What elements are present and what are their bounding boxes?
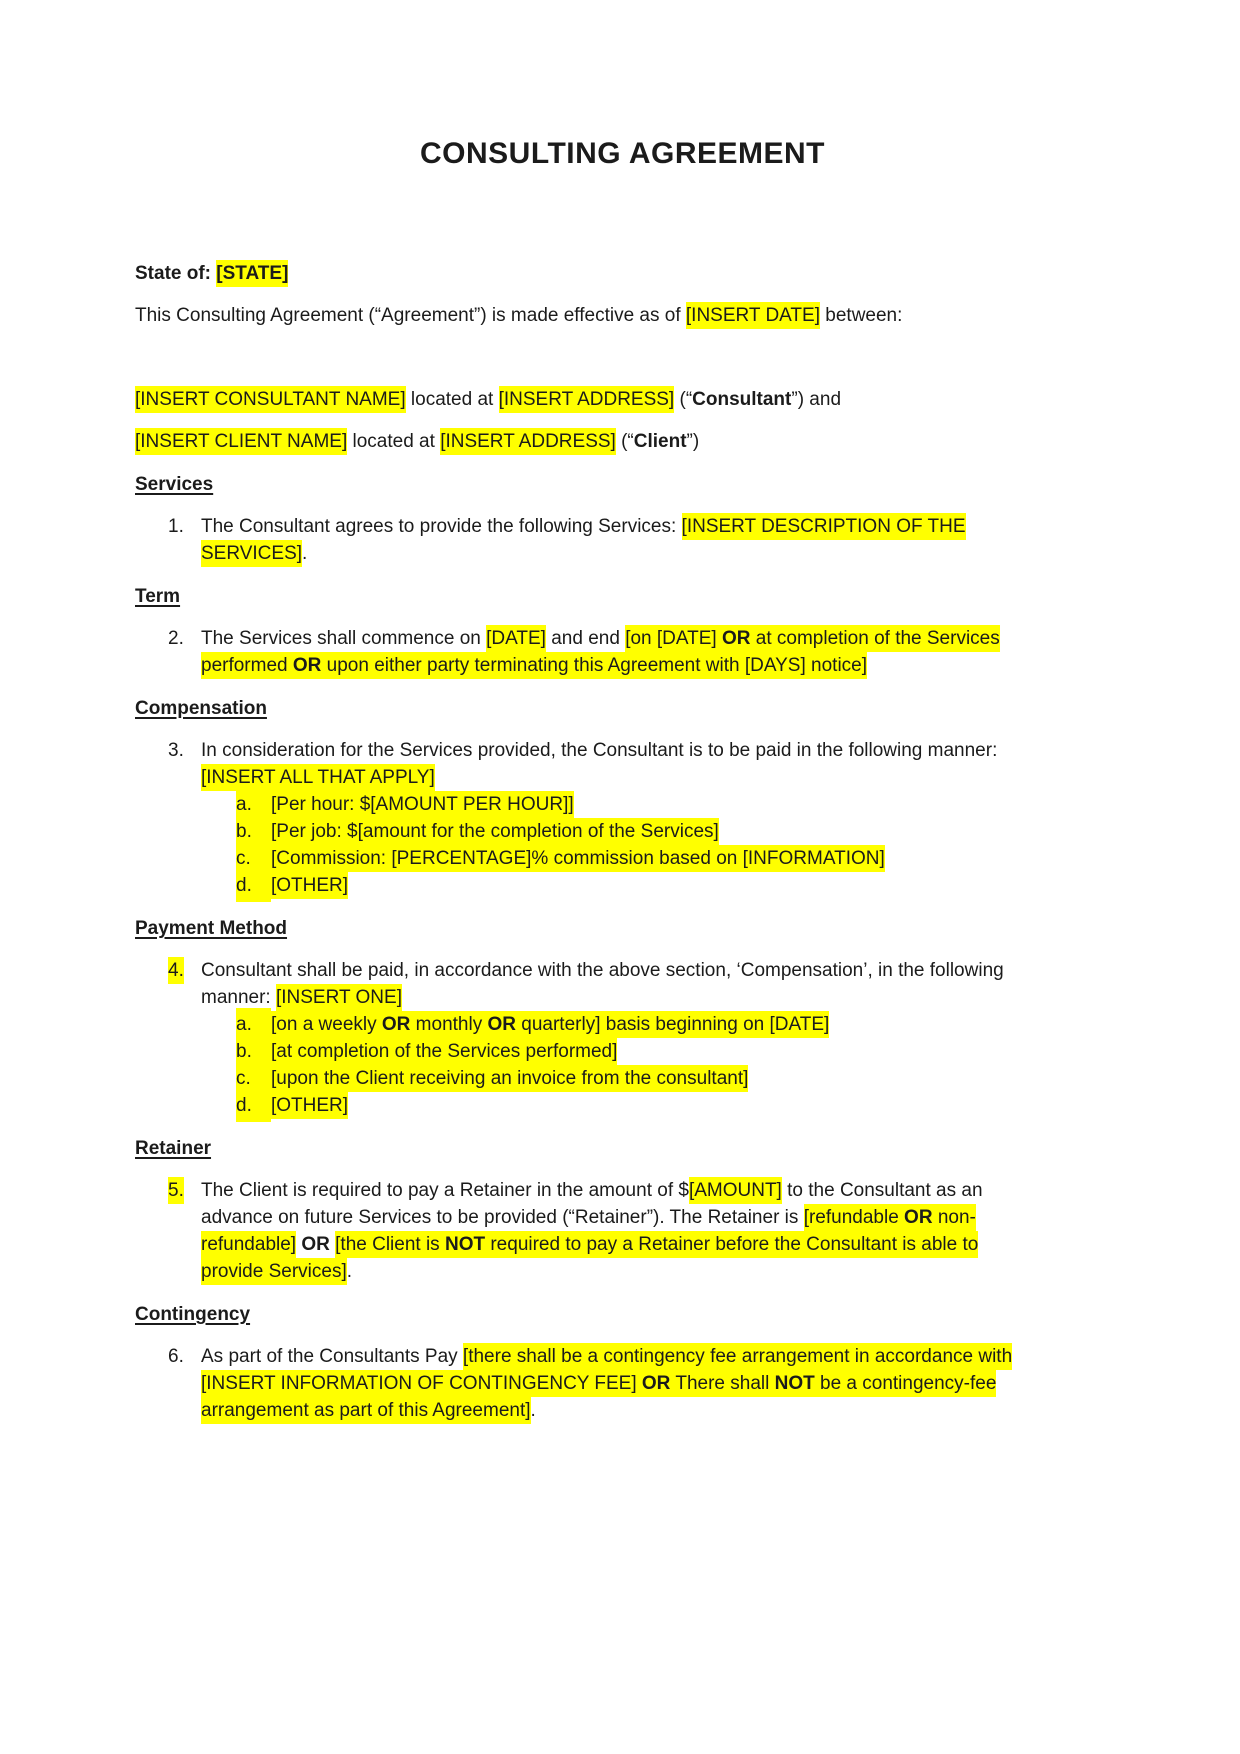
text-segment: This Consulting Agreement (“Agreement”) is made effective as of bbox=[135, 305, 686, 326]
blank-line bbox=[135, 344, 1030, 371]
numbered-item bbox=[135, 1343, 1030, 1424]
highlighted-placeholder-text: [DATE] bbox=[486, 625, 546, 652]
item-text bbox=[201, 625, 1030, 679]
highlighted-placeholder-text: OR bbox=[642, 1370, 671, 1397]
highlighted-placeholder-text: [the Client is bbox=[335, 1231, 445, 1258]
section-heading bbox=[135, 695, 1030, 722]
item-text bbox=[271, 845, 1030, 872]
item-text bbox=[201, 1177, 1030, 1285]
text-segment: The Consultant agrees to provide the following Services: bbox=[201, 516, 682, 537]
section-heading-text: Services bbox=[135, 474, 214, 495]
lettered-item bbox=[135, 1065, 1030, 1092]
highlighted-placeholder-text: OR bbox=[293, 652, 322, 679]
highlighted-placeholder-text: NOT bbox=[445, 1231, 485, 1258]
text-segment: Consultant bbox=[692, 389, 792, 410]
highlighted-placeholder-text: [Per job: $[amount for the completion of the Services] bbox=[271, 818, 719, 845]
section-heading bbox=[135, 1135, 1030, 1162]
highlighted-placeholder-text: quarterly] basis beginning on [DATE] bbox=[516, 1011, 829, 1038]
highlighted-placeholder-text: [STATE] bbox=[216, 260, 288, 287]
item-text bbox=[271, 872, 1030, 899]
item-marker: 2. bbox=[168, 628, 184, 649]
item-marker: 6. bbox=[168, 1346, 184, 1367]
highlighted-placeholder-text: monthly bbox=[410, 1011, 487, 1038]
document-blocks bbox=[135, 134, 1030, 1424]
highlighted-placeholder-text: [INSERT DESCRIPTION OF THE SERVICES] bbox=[201, 513, 966, 567]
state-of-line bbox=[135, 260, 1030, 287]
consultant-line bbox=[135, 386, 1030, 413]
text-segment: Client bbox=[633, 431, 687, 452]
lettered-item bbox=[135, 1092, 1030, 1119]
item-marker bbox=[168, 1177, 201, 1285]
highlighted-placeholder-text: OR bbox=[488, 1011, 517, 1038]
text-segment: State of: bbox=[135, 263, 217, 284]
item-marker: c. bbox=[236, 1065, 271, 1092]
highlighted-placeholder-text: [INSERT CONSULTANT NAME] bbox=[135, 386, 406, 413]
highlighted-placeholder-text: at completion of the Services performed bbox=[201, 625, 1000, 679]
item-marker: d. bbox=[236, 872, 271, 899]
highlighted-placeholder-text: [on [DATE] bbox=[625, 625, 722, 652]
item-marker-highlight: 4. bbox=[168, 957, 184, 984]
text-segment: located at bbox=[347, 431, 441, 452]
lettered-item bbox=[135, 791, 1030, 818]
text-segment: ”) bbox=[686, 431, 700, 452]
text-segment: The Services shall commence on bbox=[201, 628, 487, 649]
item-text bbox=[201, 957, 1030, 1011]
intro-line bbox=[135, 302, 1030, 329]
text-segment: between: bbox=[820, 305, 903, 326]
highlighted-placeholder-text: [INSERT CLIENT NAME] bbox=[135, 428, 347, 455]
text-segment: to the Consultant as an advance on future Services to be provided (“Retainer”). The Retainer is bbox=[201, 1180, 983, 1228]
highlighted-placeholder-text: [INSERT ALL THAT APPLY] bbox=[201, 764, 435, 791]
item-marker: 1. bbox=[168, 516, 184, 537]
text-segment: . bbox=[530, 1400, 536, 1421]
section-heading bbox=[135, 1301, 1030, 1328]
highlighted-placeholder-text: required to pay a Retainer before the Consultant is able to provide Services] bbox=[201, 1231, 978, 1285]
highlighted-placeholder-text: [INSERT ADDRESS] bbox=[499, 386, 675, 413]
item-text bbox=[271, 1011, 1030, 1038]
section-heading-text: Term bbox=[135, 586, 181, 607]
lettered-item bbox=[135, 845, 1030, 872]
highlighted-placeholder-text: upon either party terminating this Agreement with [DAYS] notice] bbox=[321, 652, 867, 679]
highlighted-placeholder-text: [refundable bbox=[804, 1204, 904, 1231]
item-marker: c. bbox=[236, 845, 271, 872]
text-segment: The Client is required to pay a Retainer in the amount of $ bbox=[201, 1180, 689, 1201]
highlighted-placeholder-text: OR bbox=[382, 1011, 411, 1038]
text-segment: As part of the Consultants Pay bbox=[201, 1346, 463, 1367]
numbered-item bbox=[135, 513, 1030, 567]
highlighted-placeholder-text: [Per hour: $[AMOUNT PER HOUR]] bbox=[271, 791, 574, 818]
highlighted-placeholder-text: [Commission: [PERCENTAGE]% commission based on [INFORMATION] bbox=[271, 845, 885, 872]
highlighted-placeholder-text: [at completion of the Services performed] bbox=[271, 1038, 617, 1065]
item-text bbox=[201, 513, 1030, 567]
section-heading-text: Contingency bbox=[135, 1304, 251, 1325]
item-marker: b. bbox=[236, 1038, 271, 1065]
item-text bbox=[271, 791, 1030, 818]
text-segment: . bbox=[346, 1261, 353, 1282]
highlighted-placeholder-text: OR bbox=[904, 1204, 933, 1231]
item-marker: d. bbox=[236, 1092, 271, 1119]
text-segment: (“ bbox=[674, 389, 693, 410]
numbered-item bbox=[135, 737, 1030, 791]
item-text bbox=[271, 1038, 1030, 1065]
numbered-item bbox=[135, 957, 1030, 1011]
section-heading-text: Payment Method bbox=[135, 918, 288, 939]
highlighted-placeholder-text: NOT bbox=[775, 1370, 815, 1397]
item-marker: 3. bbox=[168, 740, 184, 761]
section-heading-text: Retainer bbox=[135, 1138, 212, 1159]
highlighted-placeholder-text: [INSERT ONE] bbox=[276, 984, 402, 1011]
numbered-item bbox=[135, 1177, 1030, 1285]
item-text bbox=[271, 1065, 1030, 1092]
item-text bbox=[271, 1092, 1030, 1119]
item-marker: a. bbox=[236, 1011, 271, 1038]
text-segment: . bbox=[302, 543, 308, 564]
text-segment: In consideration for the Services provided, the Consultant is to be paid in the following manner: bbox=[201, 740, 998, 761]
lettered-item bbox=[135, 818, 1030, 845]
lettered-item bbox=[135, 1011, 1030, 1038]
item-text bbox=[201, 1343, 1030, 1424]
item-marker bbox=[168, 957, 201, 1011]
highlighted-placeholder-text: [on a weekly bbox=[271, 1011, 382, 1038]
document-title: CONSULTING AGREEMENT bbox=[420, 137, 825, 170]
numbered-item bbox=[135, 625, 1030, 679]
client-line bbox=[135, 428, 1030, 455]
highlighted-placeholder-text: [OTHER] bbox=[271, 1092, 348, 1119]
highlighted-placeholder-text: [AMOUNT] bbox=[689, 1177, 782, 1204]
section-heading-text: Compensation bbox=[135, 698, 267, 719]
highlighted-placeholder-text: [INSERT ADDRESS] bbox=[440, 428, 616, 455]
text-segment: located at bbox=[405, 389, 499, 410]
text-segment: OR bbox=[301, 1234, 330, 1255]
item-marker: a. bbox=[236, 791, 271, 818]
section-heading bbox=[135, 471, 1030, 498]
text-segment: Consultant shall be paid, in accordance with the above section, ‘Compensation’, in the following manner: bbox=[201, 960, 1004, 1008]
highlighted-placeholder-text: [upon the Client receiving an invoice from the consultant] bbox=[271, 1065, 748, 1092]
item-marker: b. bbox=[236, 818, 271, 845]
highlighted-placeholder-text: [OTHER] bbox=[271, 872, 348, 899]
highlighted-placeholder-text: [there shall be a contingency fee arrangement in accordance with [INSERT INFORMATION OF CONTINGENCY FEE] bbox=[201, 1343, 1012, 1397]
text-segment: ”) and bbox=[791, 389, 842, 410]
section-heading bbox=[135, 915, 1030, 942]
section-heading bbox=[135, 583, 1030, 610]
lettered-item bbox=[135, 1038, 1030, 1065]
item-text bbox=[271, 818, 1030, 845]
lettered-item bbox=[135, 872, 1030, 899]
highlighted-placeholder-text: be a contingency-fee arrangement as part of this Agreement] bbox=[201, 1370, 996, 1424]
item-marker-highlight: 5. bbox=[168, 1177, 184, 1204]
highlighted-placeholder-text: There shall bbox=[670, 1370, 774, 1397]
text-segment: and end bbox=[545, 628, 626, 649]
highlighted-placeholder-text: OR bbox=[722, 625, 751, 652]
text-segment: (“ bbox=[615, 431, 634, 452]
highlighted-placeholder-text: non-refundable] bbox=[201, 1204, 976, 1258]
item-text bbox=[201, 737, 1030, 791]
highlighted-placeholder-text: [INSERT DATE] bbox=[686, 302, 820, 329]
